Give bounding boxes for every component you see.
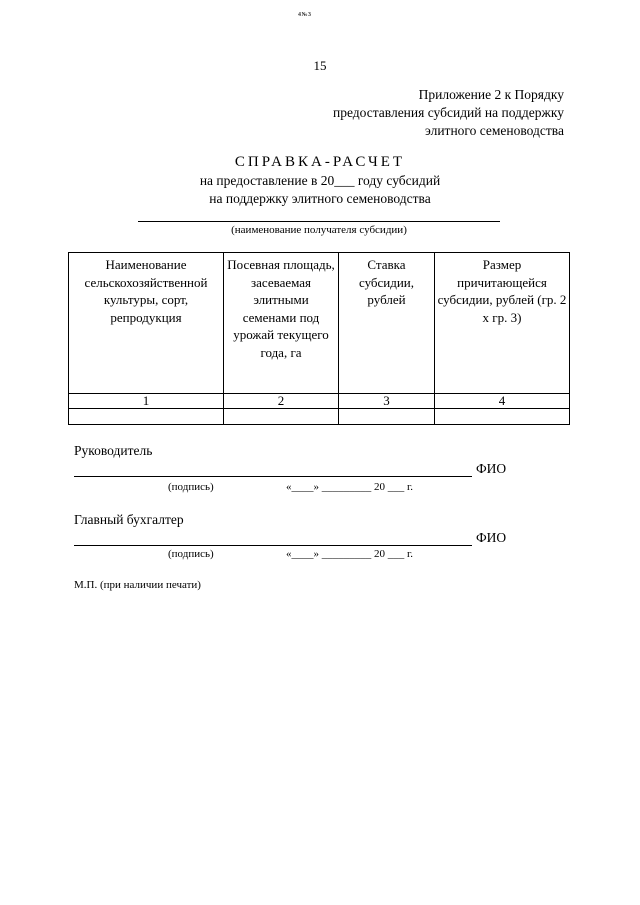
accountant-fio: ФИО <box>476 530 507 545</box>
table-cell <box>69 409 224 425</box>
table-cell <box>339 409 435 425</box>
subtitle-line: на поддержку элитного семеноводства <box>209 191 431 206</box>
head-signature-line <box>74 476 472 477</box>
accountant-signature-line <box>74 545 472 546</box>
page-number: 15 <box>313 58 327 73</box>
head-date-caption: «____» _________ 20 ___ г. <box>286 481 414 493</box>
column-number: 3 <box>339 394 435 409</box>
header-area: Посевная площадь, засеваемая элитными семенами под урожай текущего года, га <box>224 253 339 394</box>
header-amount: Размер причитающейся субсидии, рублей (гр. 2 х гр. 3) <box>435 253 570 394</box>
header-rate: Ставка субсидии, рублей <box>339 253 435 394</box>
table-header-row <box>69 253 570 394</box>
recipient-caption: (наименование получателя субсидии) <box>231 224 407 236</box>
accountant-sign-caption: (подпись) <box>168 548 214 560</box>
stamp-note: М.П. (при наличии печати) <box>74 579 201 591</box>
column-number: 4 <box>435 394 570 409</box>
recipient-name-line <box>138 221 500 222</box>
column-number: 2 <box>224 394 339 409</box>
document-title: СПРАВКА-РАСЧЕТ <box>234 154 406 170</box>
column-number: 1 <box>69 394 224 409</box>
subsidy-table <box>68 252 570 425</box>
table-row <box>69 409 570 425</box>
accountant-label: Главный бухгалтер <box>74 512 184 527</box>
table-cell <box>435 409 570 425</box>
appendix-reference <box>264 86 564 140</box>
appendix-line: элитного семеноводства <box>425 123 564 138</box>
accountant-date-caption: «____» _________ 20 ___ г. <box>286 548 414 560</box>
subtitle-line: на предоставление в 20___ году субсидий <box>199 173 441 188</box>
head-label: Руководитель <box>74 443 153 458</box>
head-fio: ФИО <box>476 461 507 476</box>
scan-mark: 4№3 <box>298 12 312 18</box>
head-sign-caption: (подпись) <box>168 481 214 493</box>
document-subtitle <box>0 172 640 208</box>
column-number-row <box>69 394 570 409</box>
table-cell <box>224 409 339 425</box>
appendix-line: предоставления субсидий на поддержку <box>332 105 564 120</box>
appendix-line: Приложение 2 к Порядку <box>418 87 564 102</box>
header-crop: Наименование сельскохозяйственной культуры, сорт, репродукция <box>69 253 224 394</box>
